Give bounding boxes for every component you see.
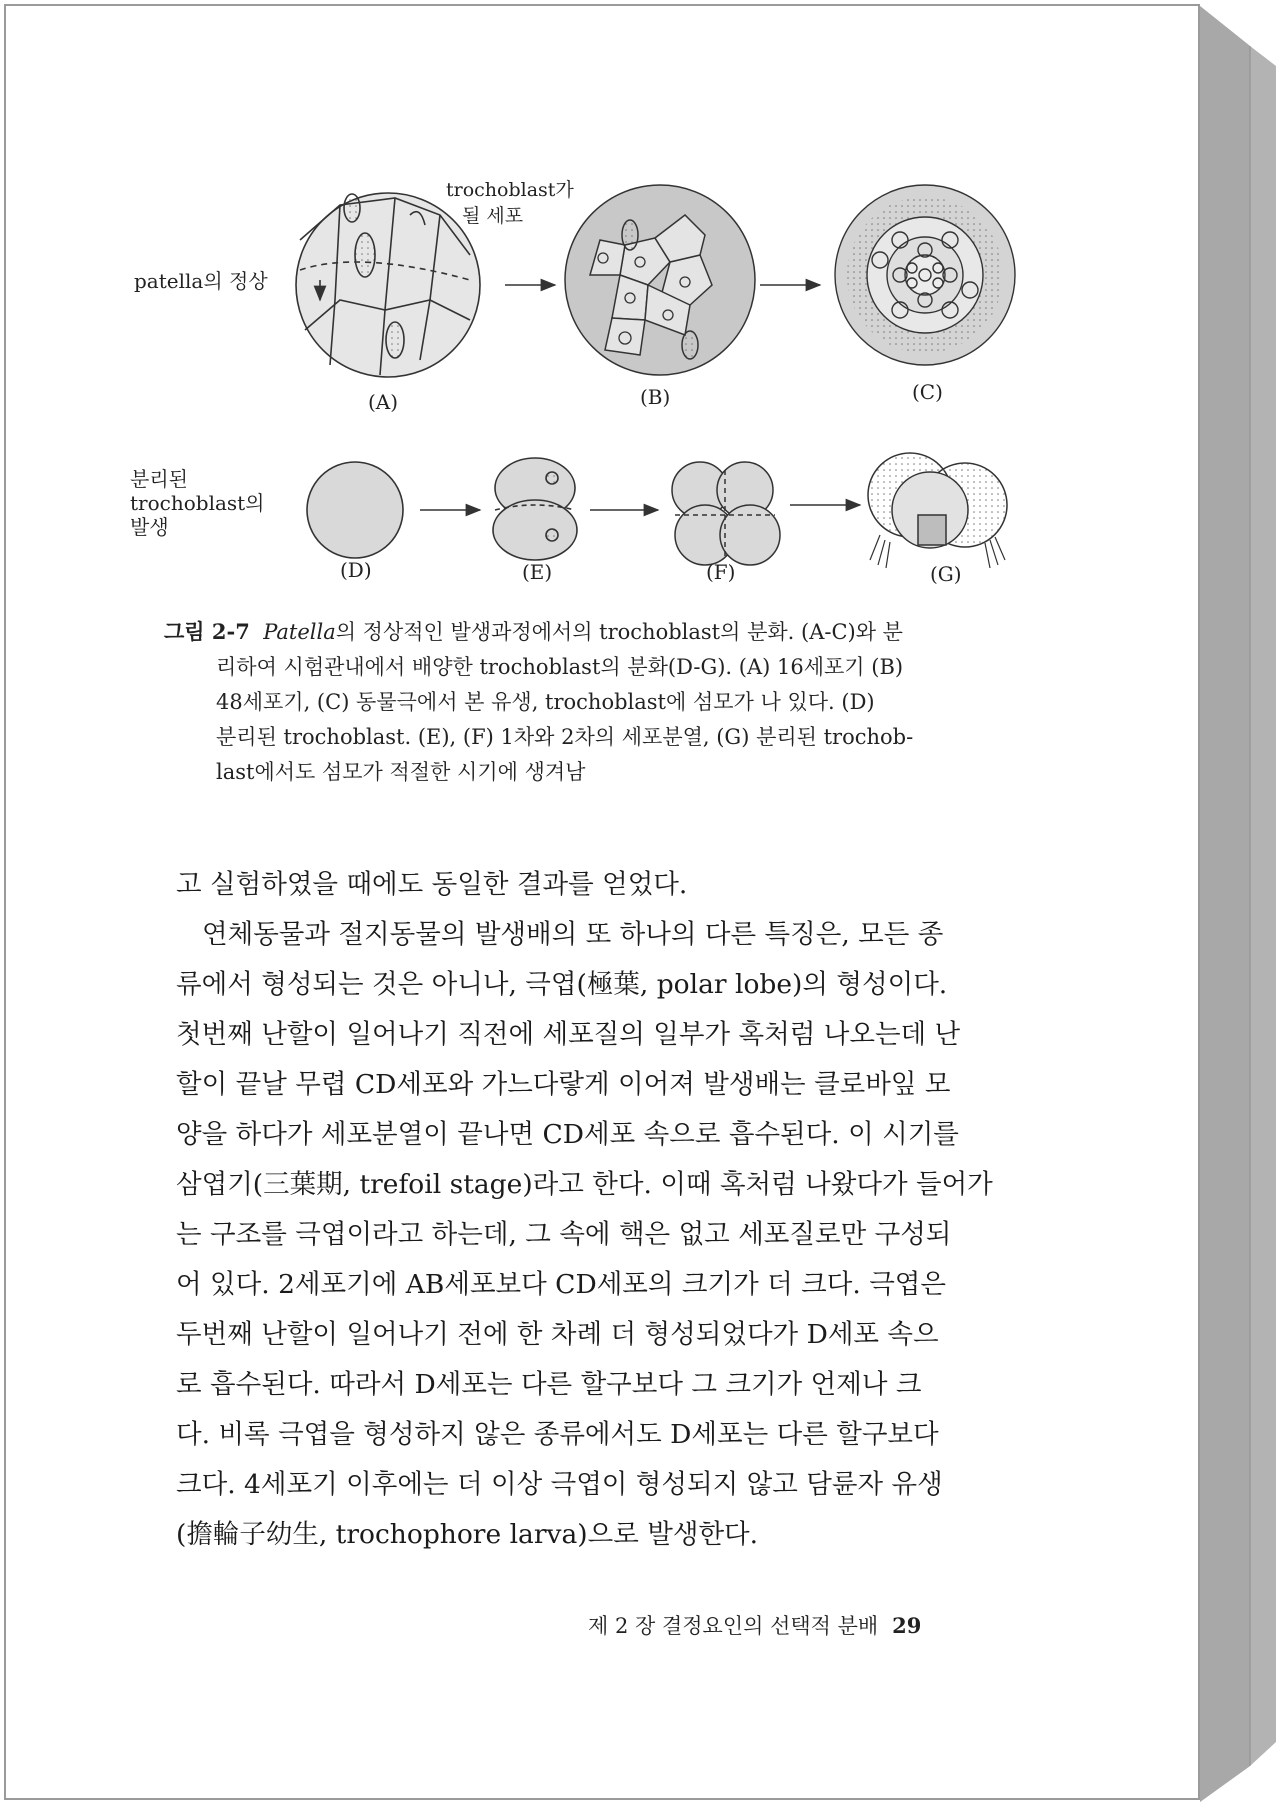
figure-caption [164,614,998,790]
caption-number: 그림 2-7 [164,619,250,644]
body-line-10: 두번째 난할이 일어나기 전에 한 차례 더 형성되었다가 D세포 속으 [176,1319,939,1350]
cell-e-diagram [493,458,577,560]
row2-label-1: 분리된 [130,467,188,491]
annotation-line-1: trochoblast가 [446,179,574,201]
body-line-12: 다. 비록 극엽을 형성하지 않은 종류에서도 D세포는 다른 할구보다 [176,1419,939,1450]
panel-label-f: (F) [706,560,736,584]
panel-label-b: (B) [640,385,671,409]
panel-label-g: (G) [930,562,962,586]
chapter-title: 제 2 장 결정요인의 선택적 분배 [588,1614,879,1638]
body-line-14: (擔輪子幼生, trochophore larva)으로 발생한다. [176,1519,759,1550]
row1-label: patella의 정상 [134,269,268,293]
body-line-6: 양을 하다가 세포분열이 끝나면 CD세포 속으로 흡수된다. 이 시기를 [176,1119,959,1150]
embryo-b-diagram [565,185,755,375]
embryo-c-diagram [835,185,1015,365]
body-line-13: 크다. 4세포기 이후에는 더 이상 극엽이 형성되지 않고 담륜자 유생 [176,1469,943,1500]
caption-line-1 [164,614,998,650]
body-paragraph [176,860,1016,1560]
body-line-8: 는 구조를 극엽이라고 하는데, 그 속에 핵은 없고 세포질로만 구성되 [176,1219,952,1250]
row2-label-2: trochoblast의 [130,491,265,515]
caption-line-3: 48세포기, (C) 동물극에서 본 유생, trochoblast에 섬모가 나 있다. (D) [216,690,875,714]
page-footer [588,1610,921,1640]
panel-label-a: (A) [368,390,399,414]
annotation-line-2: 될 세포 [462,205,524,227]
page-number: 29 [892,1613,922,1638]
embryo-a-diagram [296,193,480,377]
panel-label-e: (E) [522,560,553,584]
body-line-4: 첫번째 난할이 일어나기 직전에 세포질의 일부가 혹처럼 나오는데 난 [176,1019,961,1050]
caption-line-4: 분리된 trochoblast. (E), (F) 1차와 2차의 세포분열, (G) 분리된 trochob- [216,725,914,749]
body-line-9: 어 있다. 2세포기에 AB세포보다 CD세포의 크기가 더 크다. 극엽은 [176,1269,947,1300]
caption-line-5: last에서도 섬모가 적절한 시기에 생겨남 [216,760,586,784]
cell-f-diagram [672,462,780,565]
body-line-1: 고 실험하였을 때에도 동일한 결과를 얻었다. [176,869,688,900]
row2-label-3: 발생 [130,515,169,539]
cell-d-diagram [307,462,403,558]
caption-line-1-text: 의 정상적인 발생과정에서의 trochoblast의 분화. (A-C)와 분 [335,620,903,644]
body-line-3: 류에서 형성되는 것은 아니나, 극엽(極葉, polar lobe)의 형성이다. [176,969,948,1000]
body-line-7: 삼엽기(三葉期, trefoil stage)라고 한다. 이때 혹처럼 나왔다가 들어가 [176,1169,993,1200]
panel-label-c: (C) [912,380,943,404]
panel-label-d: (D) [340,558,372,582]
figure-2-7 [0,0,1280,620]
body-line-11: 로 흡수된다. 따라서 D세포는 다른 할구보다 그 크기가 언제나 크 [176,1369,922,1400]
body-line-2: 연체동물과 절지동물의 발생배의 또 하나의 다른 특징은, 모든 종 [202,919,944,950]
caption-genus: Patella [263,620,336,644]
body-line-5: 할이 끝날 무렵 CD세포와 가느다랗게 이어져 발생배는 클로바잎 모 [176,1069,951,1100]
cell-g-diagram [868,453,1007,568]
caption-line-2: 리하여 시험관내에서 배양한 trochoblast의 분화(D-G). (A) 16세포기 (B) [216,655,904,679]
